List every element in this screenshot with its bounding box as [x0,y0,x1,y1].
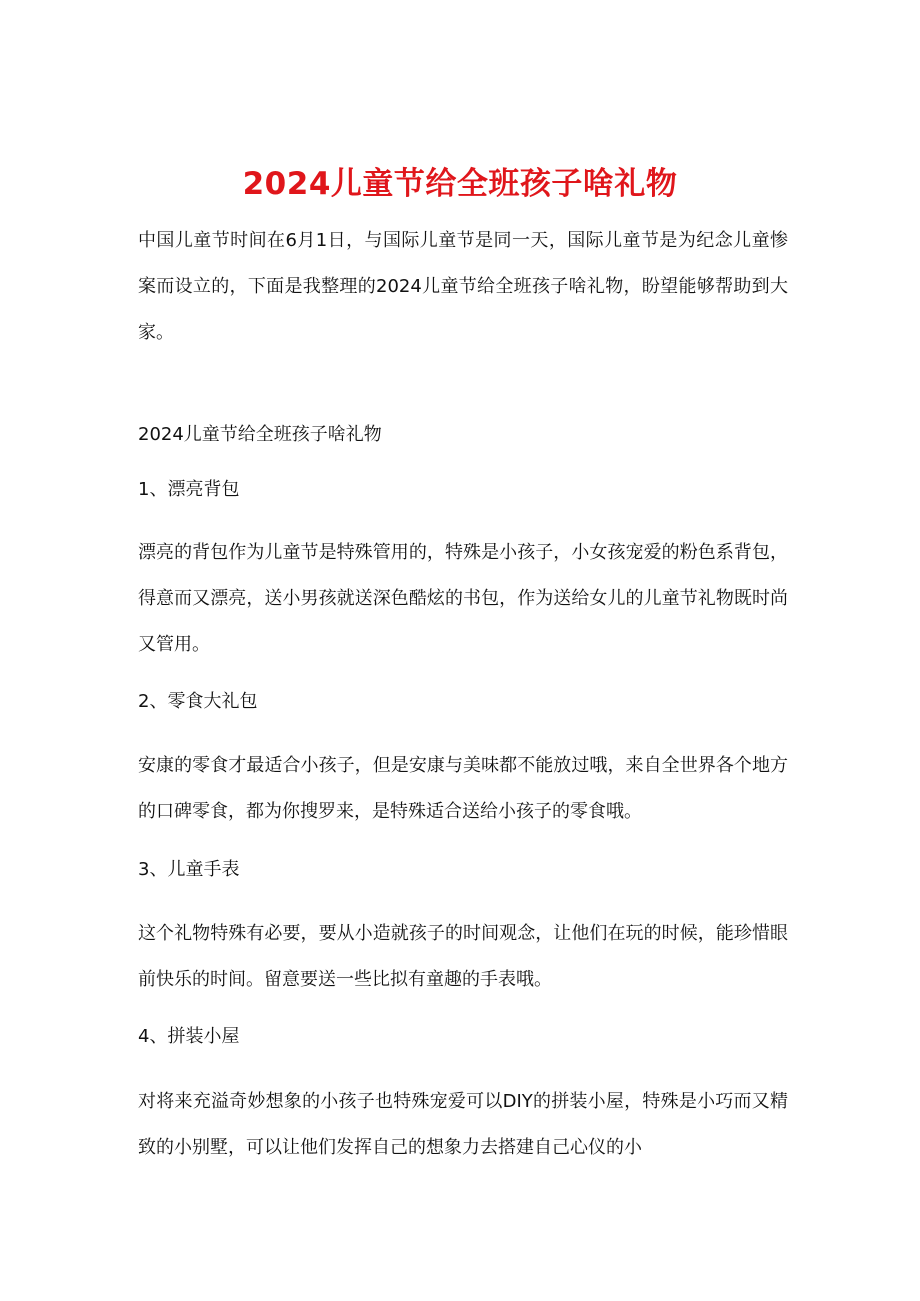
item-body-2: 安康的零食才最适合小孩子，但是安康与美味都不能放过哦，来自全世界各个地方的口碑零食，都为你搜罗来，是特殊适合送给小孩子的零食哦。 [138,755,788,822]
document-title: 2024儿童节给全班孩子啥礼物 [242,165,678,202]
item-heading-2: 2、零食大礼包 [138,691,258,712]
item-body-4: 对将来充溢奇妙想象的小孩子也特殊宠爱可以DIY的拼装小屋，特殊是小巧而又精致的小别墅，可以让他们发挥自己的想象力去搭建自己心仪的小 [138,1091,788,1158]
item-body-3: 这个礼物特殊有必要，要从小造就孩子的时间观念，让他们在玩的时候，能珍惜眼前快乐的时间。留意要送一些比拟有童趣的手表哦。 [138,923,788,990]
item-heading-1: 1、漂亮背包 [138,479,240,500]
item-heading-3: 3、儿童手表 [138,859,240,880]
item-heading-4: 4、拼装小屋 [138,1026,240,1047]
section-title: 2024儿童节给全班孩子啥礼物 [138,424,382,445]
intro-paragraph: 中国儿童节时间在6月1日，与国际儿童节是同一天，国际儿童节是为纪念儿童惨案而设立的，下面是我整理的2024儿童节给全班孩子啥礼物，盼望能够帮助到大家。 [138,230,788,343]
item-body-1: 漂亮的背包作为儿童节是特殊管用的，特殊是小孩子，小女孩宠爱的粉色系背包，得意而又漂亮，送小男孩就送深色酷炫的书包，作为送给女儿的儿童节礼物既时尚又管用。 [138,542,788,655]
